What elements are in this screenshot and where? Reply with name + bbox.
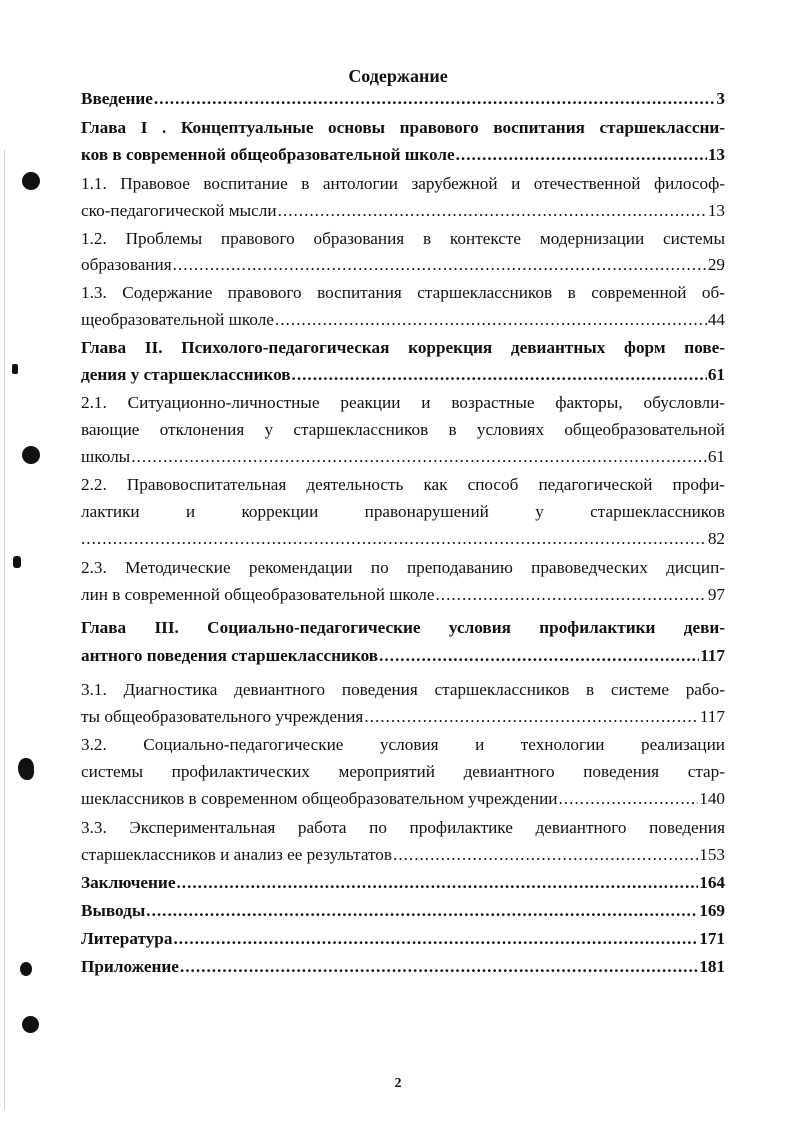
toc-entry-page: 61 bbox=[707, 447, 725, 466]
toc-entry-title: 1.2. Проблемы правового образования в контексте модернизации системы bbox=[81, 229, 725, 248]
toc-entry-title: образования bbox=[81, 255, 172, 274]
punch-hole bbox=[22, 446, 40, 464]
toc-heading: Содержание bbox=[348, 66, 448, 86]
toc-entry-page: 153 bbox=[699, 845, 725, 864]
toc-entry-section-2-2-cont2[interactable] bbox=[81, 527, 725, 551]
toc-entry-appendix[interactable] bbox=[81, 955, 725, 979]
margin-line bbox=[4, 150, 5, 1110]
toc-entry-title: антного поведения старшеклассников bbox=[81, 646, 379, 665]
toc-entry-title: шеклассников в современном общеобразовательном учреждении bbox=[81, 789, 558, 808]
toc-entry-page: 44 bbox=[707, 310, 725, 329]
toc-entry-title: 1.3. Содержание правового воспитания старшеклассников в современной об- bbox=[81, 283, 725, 302]
toc-entry-title: Литература bbox=[81, 929, 173, 948]
toc-entry-title: 2.2. Правовоспитательная деятельность как способ педагогической профи- bbox=[81, 475, 725, 494]
toc-entry-section-2-2[interactable] bbox=[81, 473, 725, 497]
toc-entry-section-3-1-cont[interactable] bbox=[81, 705, 725, 729]
toc-entry-section-2-1[interactable] bbox=[81, 391, 725, 415]
punch-mark bbox=[13, 556, 21, 568]
toc-entry-section-1-1[interactable] bbox=[81, 172, 725, 196]
toc-entry-section-3-3-cont[interactable] bbox=[81, 843, 725, 867]
toc-entry-title: школы bbox=[81, 447, 131, 466]
toc-entry-section-3-2-cont2[interactable] bbox=[81, 787, 725, 811]
toc-entry-chapter-3-cont[interactable] bbox=[81, 644, 725, 668]
toc-entry-title: 2.1. Ситуационно-личностные реакции и возрастные факторы, обусловли- bbox=[81, 393, 725, 412]
toc-entry-page: 61 bbox=[707, 365, 725, 384]
toc-entry-title: 1.1. Правовое воспитание в антологии зарубежной и отечественной философ- bbox=[81, 174, 725, 193]
toc-entry-title: Приложение bbox=[81, 957, 179, 976]
toc-entry-title: лактики и коррекции правонарушений у старшеклассников bbox=[81, 502, 725, 521]
toc-entry-page: 13 bbox=[707, 145, 725, 164]
toc-entry-page: 169 bbox=[699, 901, 725, 920]
punch-hole bbox=[22, 1016, 39, 1033]
toc-entry-page: 3 bbox=[716, 89, 725, 108]
toc-entry-title: 2.3. Методические рекомендации по преподаванию правоведческих дисцип- bbox=[81, 558, 725, 577]
toc-entry-section-1-2-cont[interactable] bbox=[81, 253, 725, 277]
toc-entry-page: 164 bbox=[699, 873, 725, 892]
punch-mark bbox=[12, 364, 18, 374]
toc-entry-title: старшеклассников и анализ ее результатов bbox=[81, 845, 393, 864]
toc-entry-section-2-3[interactable] bbox=[81, 556, 725, 580]
toc-entry-title: ско-педагогической мысли bbox=[81, 201, 277, 220]
toc-entry-section-3-1[interactable] bbox=[81, 678, 725, 702]
toc-entry-title: ты общеобразовательного учреждения bbox=[81, 707, 364, 726]
toc-entry-section-2-1-cont2[interactable] bbox=[81, 445, 725, 469]
punch-mark bbox=[20, 962, 32, 976]
toc-entry-section-2-3-cont[interactable] bbox=[81, 583, 725, 607]
toc-entry-title: вающие отклонения у старшеклассников в условиях общеобразовательной bbox=[81, 420, 725, 439]
page-number: 2 bbox=[394, 1076, 402, 1091]
toc-entry-title: лин в современной общеобразовательной школе bbox=[81, 585, 435, 604]
toc-entry-chapter-1[interactable] bbox=[81, 116, 725, 140]
toc-entry-title: Заключение bbox=[81, 873, 176, 892]
toc-entry-title: системы профилактических мероприятий девиантного поведения стар- bbox=[81, 762, 725, 781]
toc-entry-chapter-2-cont[interactable] bbox=[81, 363, 725, 387]
toc-entry-title: Введение bbox=[81, 89, 153, 108]
toc-entry-title: 3.2. Социально-педагогические условия и технологии реализации bbox=[81, 735, 725, 754]
toc-entry-chapter-1-cont[interactable] bbox=[81, 143, 725, 167]
toc-entry-section-2-1-cont[interactable] bbox=[81, 418, 725, 442]
toc-entry-title: Глава I . Концептуальные основы правового воспитания старшеклассни- bbox=[81, 118, 725, 137]
toc-entry-page: 117 bbox=[699, 707, 725, 726]
toc-entry-chapter-2[interactable] bbox=[81, 336, 725, 360]
toc-entry-title: Выводы bbox=[81, 901, 146, 920]
punch-mark bbox=[18, 758, 34, 780]
toc-entry-intro[interactable] bbox=[81, 87, 725, 111]
toc-entry-title: 3.1. Диагностика девиантного поведения старшеклассников в системе рабо- bbox=[81, 680, 725, 699]
toc-entry-findings[interactable] bbox=[81, 899, 725, 923]
toc-entry-section-1-3[interactable] bbox=[81, 281, 725, 305]
toc-entry-page: 13 bbox=[707, 201, 725, 220]
toc-entry-page: 29 bbox=[707, 255, 725, 274]
toc-entry-title: дения у старшеклассников bbox=[81, 365, 291, 384]
toc-entry-title: ков в современной общеобразовательной школе bbox=[81, 145, 455, 164]
toc-entry-section-1-1-cont[interactable] bbox=[81, 199, 725, 223]
toc-entry-conclusion[interactable] bbox=[81, 871, 725, 895]
toc-entry-chapter-3[interactable] bbox=[81, 616, 725, 640]
toc-entry-title: щеобразовательной школе bbox=[81, 310, 274, 329]
toc-entry-section-1-3-cont[interactable] bbox=[81, 308, 725, 332]
toc-entry-section-3-2[interactable] bbox=[81, 733, 725, 757]
toc-entry-page: 181 bbox=[699, 957, 725, 976]
toc-entry-section-3-3[interactable] bbox=[81, 816, 725, 840]
toc-entry-page: 171 bbox=[699, 929, 725, 948]
toc-entry-page: 117 bbox=[700, 646, 725, 665]
toc-entry-page: 140 bbox=[699, 789, 725, 808]
toc-entry-section-2-2-cont[interactable] bbox=[81, 500, 725, 524]
toc-entry-literature[interactable] bbox=[81, 927, 725, 951]
toc-entry-section-3-2-cont[interactable] bbox=[81, 760, 725, 784]
toc-entry-title: 3.3. Экспериментальная работа по профилактике девиантного поведения bbox=[81, 818, 725, 837]
toc-entry-page: 97 bbox=[707, 585, 725, 604]
toc-entry-section-1-2[interactable] bbox=[81, 227, 725, 251]
toc-entry-title: Глава II. Психолого-педагогическая коррекция девиантных форм пове- bbox=[81, 338, 725, 357]
toc-entry-page: 82 bbox=[707, 529, 725, 548]
punch-hole bbox=[22, 172, 40, 190]
toc-entry-title: Глава III. Социально-педагогические условия профилактики деви- bbox=[81, 618, 725, 637]
